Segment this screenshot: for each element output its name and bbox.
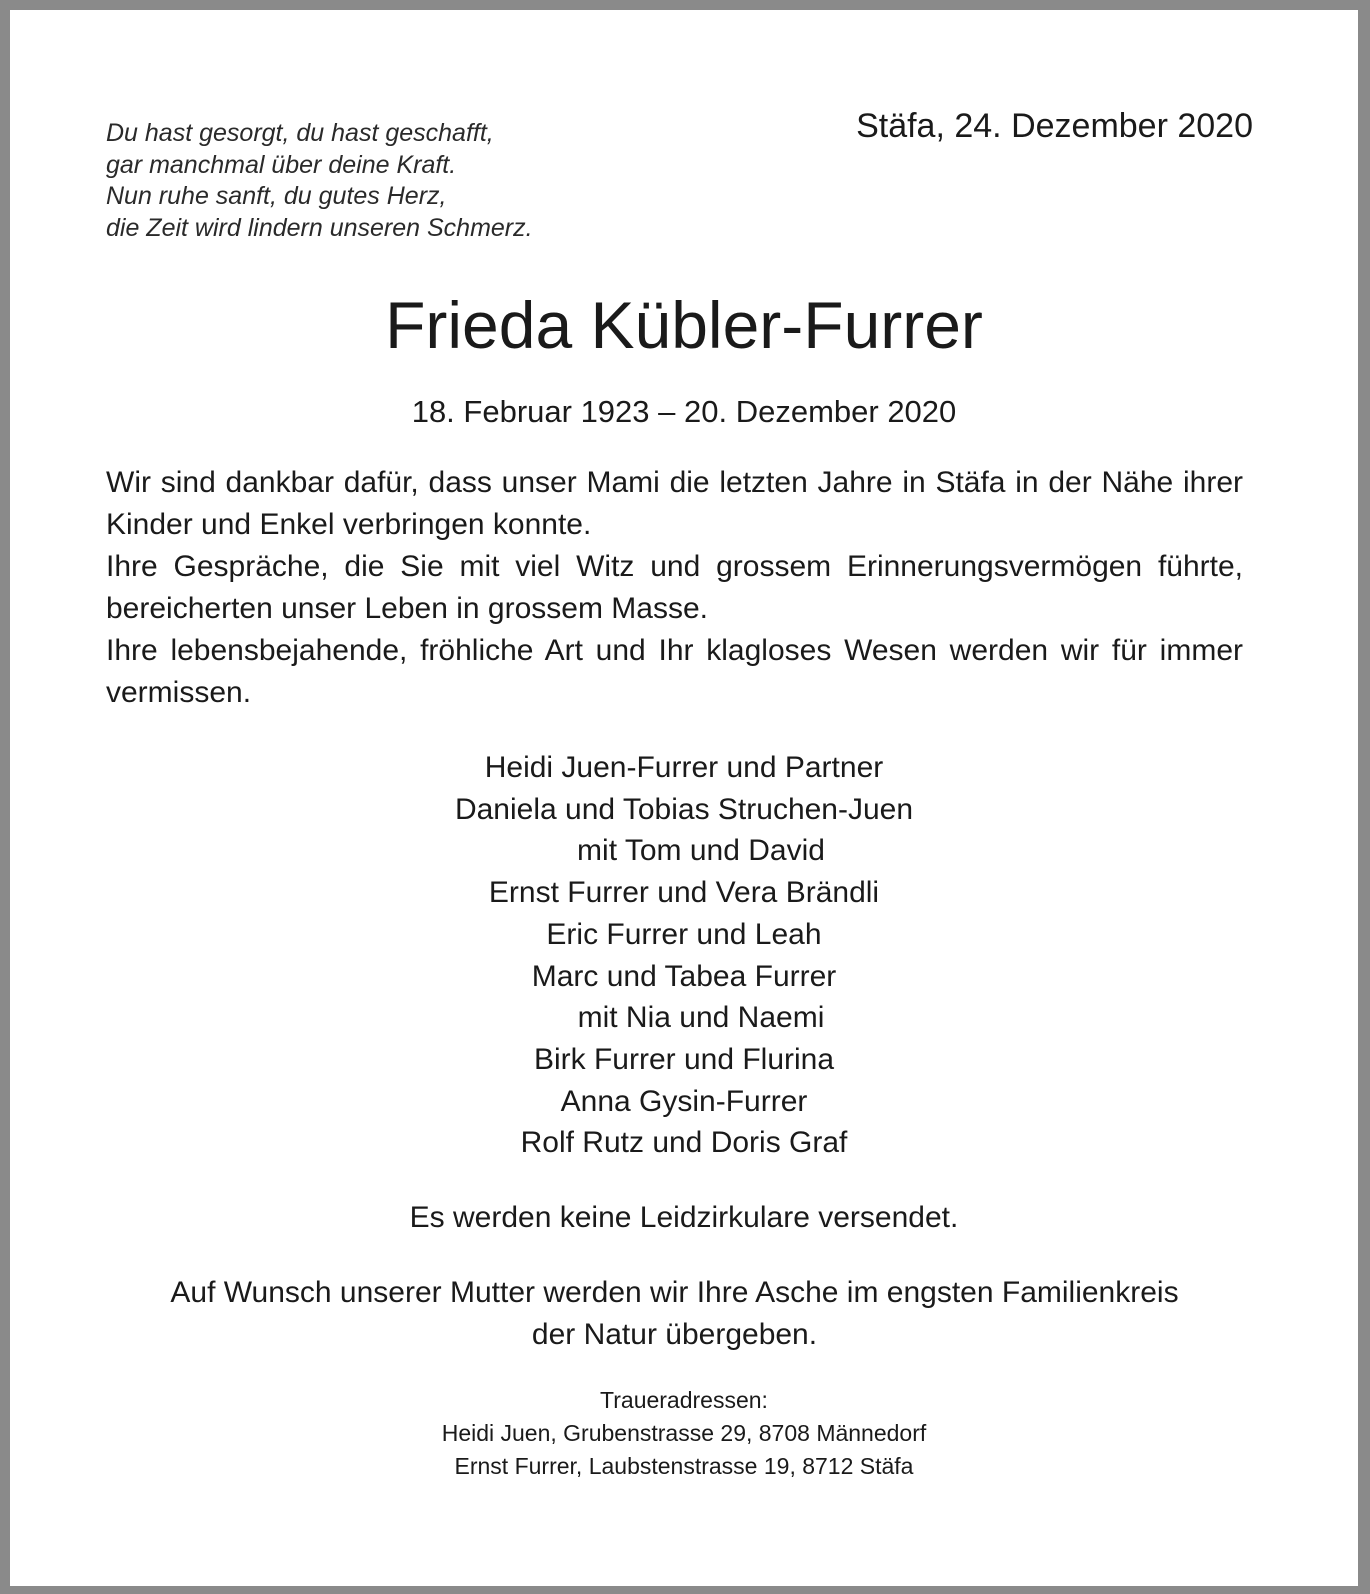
mourning-addresses	[10, 1384, 1358, 1483]
deceased-name: Frieda Kübler-Furrer	[385, 288, 983, 362]
poem-line: die Zeit wird lindern unseren Schmerz.	[106, 213, 533, 242]
family-member: Anna Gysin-Furrer	[560, 1084, 808, 1118]
family-member: mit Tom und David	[577, 834, 825, 868]
memorial-poem	[106, 118, 533, 244]
family-member: Rolf Rutz und Doris Graf	[520, 1126, 848, 1160]
poem-line: Nun ruhe sanft, du gutes Herz,	[106, 182, 447, 210]
poem-line: gar manchmal über deine Kraft.	[106, 150, 457, 179]
family-member: Daniela und Tobias Struchen-Juen	[454, 792, 914, 826]
body-paragraph: Ihre Gespräche, die Sie mit viel Witz und grossem Erinnerungsvermögen führte, bereicherten unser Leben in grossem Masse.	[106, 550, 1243, 625]
address-line: Ernst Furrer, Laubstenstrasse 19, 8712 Stäfa	[454, 1453, 914, 1479]
body-paragraph: Wir sind dankbar dafür, dass unser Mami die letzten Jahre in Stäfa in der Nähe ihrer Kinder und Enkel verbringen konnte.	[106, 466, 1243, 541]
family-member: Ernst Furrer und Vera Brändli	[488, 876, 880, 910]
family-list	[10, 747, 1358, 1164]
wish-line: Auf Wunsch unserer Mutter werden wir Ihre Asche im engsten Familienkreis	[170, 1276, 1179, 1309]
burial-wish	[106, 1272, 1243, 1356]
family-member: Eric Furrer und Leah	[546, 917, 822, 951]
circular-notice: Es werden keine Leidzirkulare versendet.	[409, 1201, 959, 1234]
body-text	[106, 462, 1243, 714]
place-date-line: Stäfa, 24. Dezember 2020	[856, 107, 1253, 145]
addresses-label: Traueradressen:	[600, 1387, 768, 1413]
family-member: Birk Furrer und Flurina	[533, 1042, 835, 1076]
family-member: Heidi Juen-Furrer und Partner	[484, 751, 884, 784]
body-paragraph: Ihre lebensbejahende, fröhliche Art und Ihr klagloses Wesen werden wir für immer vermissen.	[106, 634, 1243, 709]
obituary-page	[10, 10, 1358, 1586]
family-member: mit Nia und Naemi	[577, 1001, 825, 1035]
life-dates: 18. Februar 1923 – 20. Dezember 2020	[411, 394, 957, 429]
wish-line: der Natur übergeben.	[531, 1318, 818, 1351]
poem-line: Du hast gesorgt, du hast geschafft,	[106, 119, 494, 147]
address-line: Heidi Juen, Grubenstrasse 29, 8708 Männedorf	[441, 1420, 927, 1446]
family-member: Marc und Tabea Furrer	[531, 959, 837, 993]
